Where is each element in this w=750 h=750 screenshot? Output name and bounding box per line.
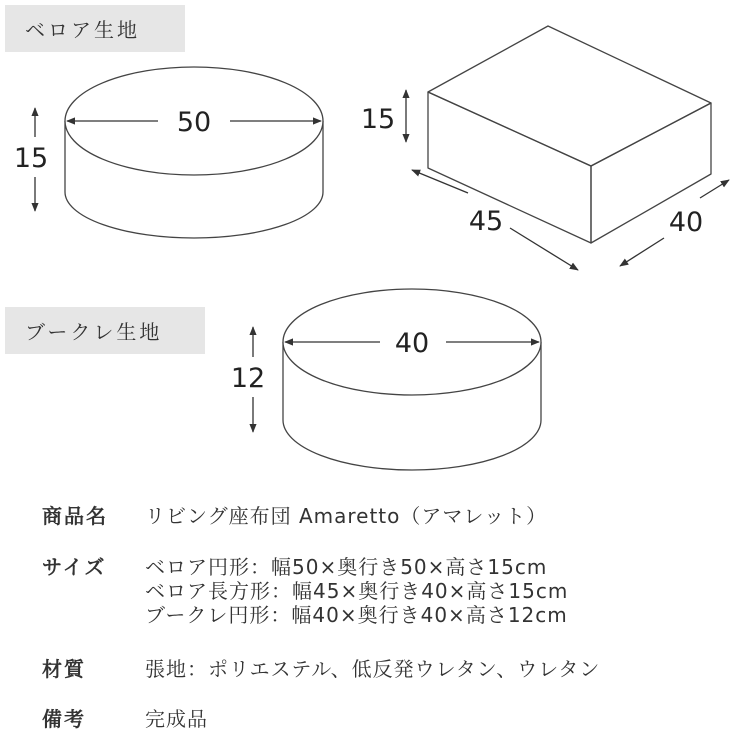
spec-material [42,657,600,681]
spec-value: ブークレ円形：幅40×奥行き40×高さ12cm [145,603,568,627]
velour-square-depth-label: 40 [668,207,704,238]
boucle-section-text: ブークレ生地 [25,320,163,344]
spec-label: サイズ [42,555,107,579]
spec-label: 材質 [42,657,86,681]
velour-square-front [428,92,591,243]
spec-size [42,555,568,627]
spec-values [145,657,600,681]
spec-values [145,707,208,731]
spec-value: ベロア長方形：幅45×奥行き40×高さ15cm [145,579,569,603]
spec-values [145,555,568,627]
spec-value: 張地：ポリエステル、低反発ウレタン、ウレタン [145,657,601,681]
velour-square-depth-arrow-b [700,180,729,198]
velour-round-height-label: 15 [13,143,49,174]
velour-round-diameter-label: 50 [176,107,212,138]
spec-label: 備考 [42,707,86,731]
spec-value: 完成品 [145,707,208,731]
velour-round-cushion [65,67,323,238]
velour-square-width-arrow-b [510,228,578,270]
spec-value: リビング座布団 Amaretto（アマレット） [145,504,548,528]
spec-label: 商品名 [42,504,108,528]
boucle-round-height-label: 12 [230,363,266,394]
velour-square-height-label: 15 [360,104,396,135]
spec-values [145,504,547,528]
boucle-round-diameter-label: 40 [394,328,430,359]
spec-notes [42,707,208,731]
spec-value: ベロア円形：幅50×奥行き50×高さ15cm [145,555,548,579]
velour-square-top [428,26,711,166]
velour-section-text: ベロア生地 [25,18,140,42]
velour-square-width-label: 45 [468,206,504,237]
boucle-round-cushion [283,289,541,470]
spec-product-name [42,504,547,528]
velour-square-depth-arrow-a [620,238,664,266]
